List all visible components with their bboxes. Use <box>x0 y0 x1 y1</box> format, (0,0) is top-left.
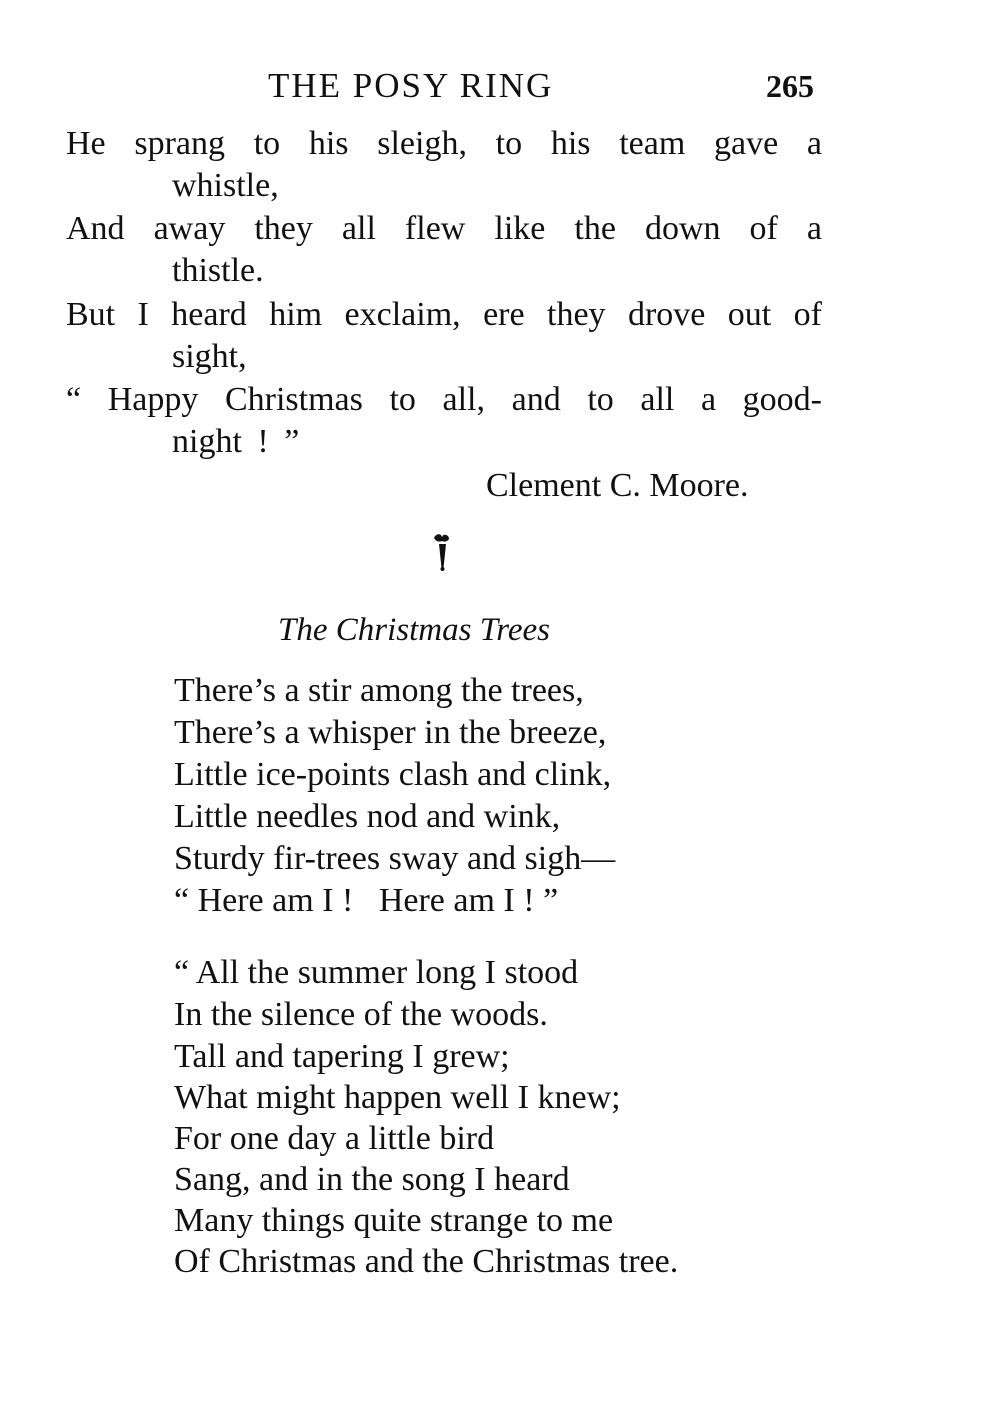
poem-attribution: Clement C. Moore. <box>486 467 749 504</box>
fleuron-icon <box>427 532 457 574</box>
verse-line: There’s a whisper in the breeze, <box>174 714 607 751</box>
running-head: THE POSY RING <box>268 66 554 105</box>
poem-title: The Christmas Trees <box>278 612 550 648</box>
verse-line: “ Here am I ! Here am I ! ” <box>174 882 559 919</box>
verse-line: There’s a stir among the trees, <box>174 672 584 709</box>
verse-line: Little ice-points clash and clink, <box>174 756 612 793</box>
verse-line: Little needles nod and wink, <box>174 798 561 835</box>
verse-line: Tall and tapering I grew; <box>174 1038 510 1075</box>
verse-line: He sprang to his sleigh, to his team gave a <box>66 125 822 162</box>
verse-line: In the silence of the woods. <box>174 996 548 1033</box>
verse-line-continuation: sight, <box>172 338 247 375</box>
verse-line: Sang, and in the song I heard <box>174 1161 570 1198</box>
verse-line-continuation: thistle. <box>172 252 264 289</box>
verse-line: Sturdy fir-trees sway and sigh— <box>174 840 616 877</box>
verse-line: For one day a little bird <box>174 1120 495 1157</box>
verse-line: Many things quite strange to me <box>174 1202 614 1239</box>
verse-line: “ All the summer long I stood <box>174 954 579 991</box>
verse-line: What might happen well I knew; <box>174 1079 621 1116</box>
verse-line: Of Christmas and the Christmas tree. <box>174 1243 679 1280</box>
verse-line: But I heard him exclaim, ere they drove out of <box>66 296 822 333</box>
verse-line: “ Happy Christmas to all, and to all a good- <box>66 381 822 418</box>
verse-line: And away they all flew like the down of a <box>66 210 822 247</box>
verse-line-continuation: whistle, <box>172 167 279 204</box>
verse-line-continuation: night ! ” <box>172 423 300 460</box>
page-number: 265 <box>766 68 814 104</box>
